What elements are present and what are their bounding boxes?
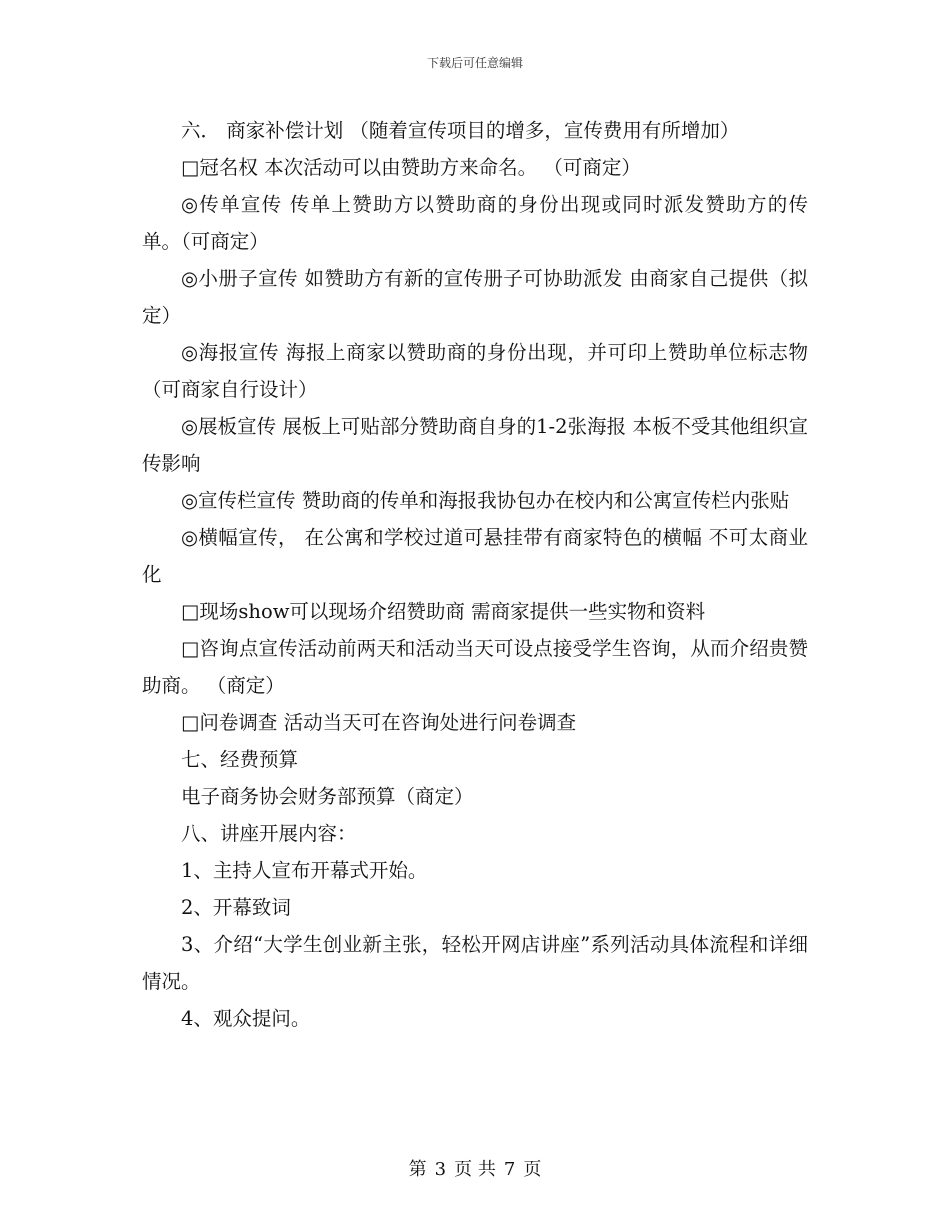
section-six-heading: 六． 商家补偿计划 （随着宣传项目的增多，宣传费用有所增加） <box>181 119 740 142</box>
item-flyer-promotion: ◎传单宣传 传单上赞助方以赞助商的身份出现或同时派发赞助方的传单。（可商定） <box>142 193 808 253</box>
agenda-item-1: 1、主持人宣布开幕式开始。 <box>181 859 428 882</box>
footer-label-of: 页 共 <box>454 1159 496 1180</box>
document-body <box>142 112 808 1037</box>
item-booklet-promotion: ◎小册子宣传 如赞助方有新的宣传册子可协助派发 由商家自己提供（拟定） <box>142 267 808 327</box>
item-live-show: □现场show可以现场介绍赞助商 需商家提供一些实物和资料 <box>181 600 706 623</box>
budget-line: 电子商务协会财务部预算（商定） <box>181 785 474 808</box>
agenda-item-3: 3、介绍“大学生创业新主张，轻松开网店讲座”系列活动具体流程和详细情况。 <box>142 933 808 993</box>
item-questionnaire: □问卷调查 活动当天可在咨询处进行问卷调查 <box>181 711 577 734</box>
item-title-sponsorship: □冠名权 本次活动可以由赞助方来命名。 （可商定） <box>181 156 641 179</box>
item-display-board-promotion: ◎展板宣传 展板上可贴部分赞助商自身的1-2张海报 本板不受其他组织宣传影响 <box>142 415 808 475</box>
page-footer <box>0 1155 950 1181</box>
footer-label-page: 第 <box>408 1159 427 1180</box>
section-seven-heading: 七、经费预算 <box>181 748 299 771</box>
item-poster-promotion: ◎海报宣传 海报上商家以赞助商的身份出现，并可印上赞助单位标志物 （可商家自行设计） <box>142 341 808 401</box>
item-bulletin-board-promotion: ◎宣传栏宣传 赞助商的传单和海报我协包办在校内和公寓宣传栏内张贴 <box>181 489 790 512</box>
page-number-current: 3 <box>434 1159 447 1180</box>
item-banner-promotion: ◎横幅宣传， 在公寓和学校过道可悬挂带有商家特色的横幅 不可太商业化 <box>142 526 808 586</box>
footer-label-end: 页 <box>523 1159 542 1180</box>
agenda-item-2: 2、开幕致词 <box>181 896 291 919</box>
page-number-total: 7 <box>503 1159 516 1180</box>
item-consultation-point: □咨询点宣传活动前两天和活动当天可设点接受学生咨询，从而介绍贵赞助商。 （商定） <box>142 637 808 697</box>
section-eight-heading: 八、讲座开展内容： <box>181 822 357 845</box>
agenda-item-4: 4、观众提问。 <box>181 1007 311 1030</box>
page-header: 下载后可任意编辑 <box>426 56 523 70</box>
